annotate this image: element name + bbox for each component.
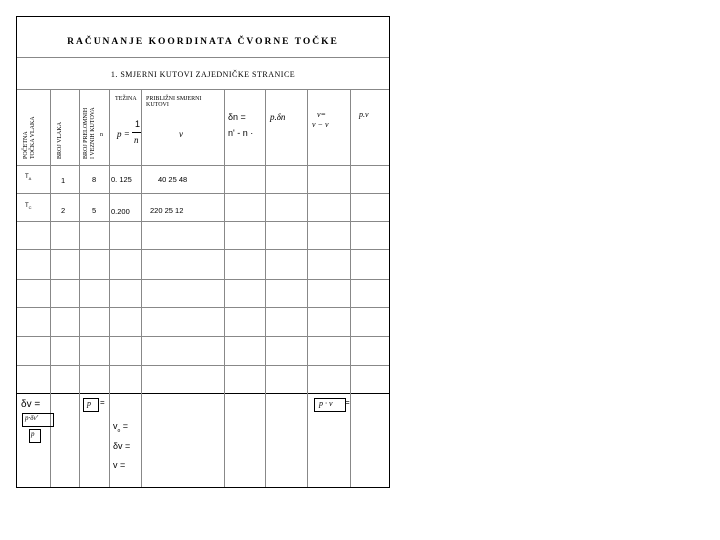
weight-formula-denominator: n — [134, 135, 139, 145]
header-n-symbol: n — [100, 132, 103, 138]
delta-v-numerator: p·δv' — [25, 414, 39, 422]
header-delta-n: δn = — [228, 112, 246, 122]
row-divider — [17, 221, 389, 222]
row-divider — [17, 193, 389, 194]
coordinate-calculation-form — [16, 16, 390, 488]
row2-train: 2 — [61, 206, 66, 215]
header-start-point: POČETNA TOČKA VLAKA — [23, 116, 36, 159]
header-divider — [17, 165, 389, 166]
sum-pv-equals: = — [345, 398, 350, 407]
column-divider — [224, 89, 225, 487]
column-divider — [265, 89, 266, 487]
column-divider — [350, 89, 351, 487]
header-v-formula: v − v — [312, 120, 329, 129]
row2-angle: 220 25 12 — [150, 206, 184, 215]
row2-point: $T_C$ — [25, 203, 32, 211]
column-divider — [109, 89, 110, 487]
sum-p: p — [87, 399, 91, 408]
header-v-equals: v= — [317, 110, 326, 119]
row-divider — [17, 307, 389, 308]
weight-formula-numerator: 1 — [135, 119, 141, 129]
sum-pv: p · v — [319, 399, 333, 408]
fraction-bar — [132, 132, 141, 133]
section-divider — [17, 89, 389, 90]
section-title: 1. SMJERNI KUTOVI ZAJEDNIČKE STRANICE — [110, 70, 296, 79]
sum-p-bracket — [83, 398, 99, 412]
sum-p-equals: = — [100, 398, 105, 407]
row2-weight: 0.200 — [111, 207, 130, 216]
form-title: RAČUNANJE KOORDINATA ČVORNE TOČKE — [67, 37, 339, 47]
row1-angle: 40 25 48 — [158, 175, 188, 184]
column-divider — [50, 89, 51, 487]
header-train-number: BROJ VLAKA — [57, 121, 63, 159]
row1-train: 1 — [61, 176, 66, 185]
approx-angle-symbol: v — [179, 129, 183, 139]
footer-divider — [17, 393, 389, 394]
row1-point: $T_A$ — [25, 174, 32, 182]
header-angle-count: BROJ PRELOMNIH I VEZNIH KUTOVA — [83, 107, 96, 159]
header-weight: TEŽINA — [115, 96, 137, 102]
v0-label: $v_o$ = — [113, 421, 129, 434]
header-delta-n-formula: n' - n · — [228, 128, 254, 138]
column-divider — [307, 89, 308, 487]
column-divider — [141, 89, 142, 487]
row-divider — [17, 365, 389, 366]
v-result-label: v = — [113, 460, 126, 470]
delta-v-label: δv = — [21, 399, 41, 410]
delta-v-result-label: δv = — [113, 441, 131, 451]
row-divider — [17, 279, 389, 280]
row1-n: 8 — [92, 175, 97, 184]
row2-n: 5 — [92, 206, 97, 215]
title-divider — [17, 57, 389, 58]
column-divider — [79, 89, 80, 487]
row1-weight: 0. 125 — [111, 175, 132, 184]
row-divider — [17, 336, 389, 337]
delta-v-denominator: p — [31, 430, 35, 438]
header-approx-angles: PRIBLIŽNI SMJERNI KUTOVI — [146, 96, 202, 108]
weight-formula-p: p = — [117, 129, 130, 139]
row-divider — [17, 249, 389, 250]
header-p-v: p.v — [359, 110, 369, 119]
header-p-delta-n: p.δn — [270, 112, 286, 122]
